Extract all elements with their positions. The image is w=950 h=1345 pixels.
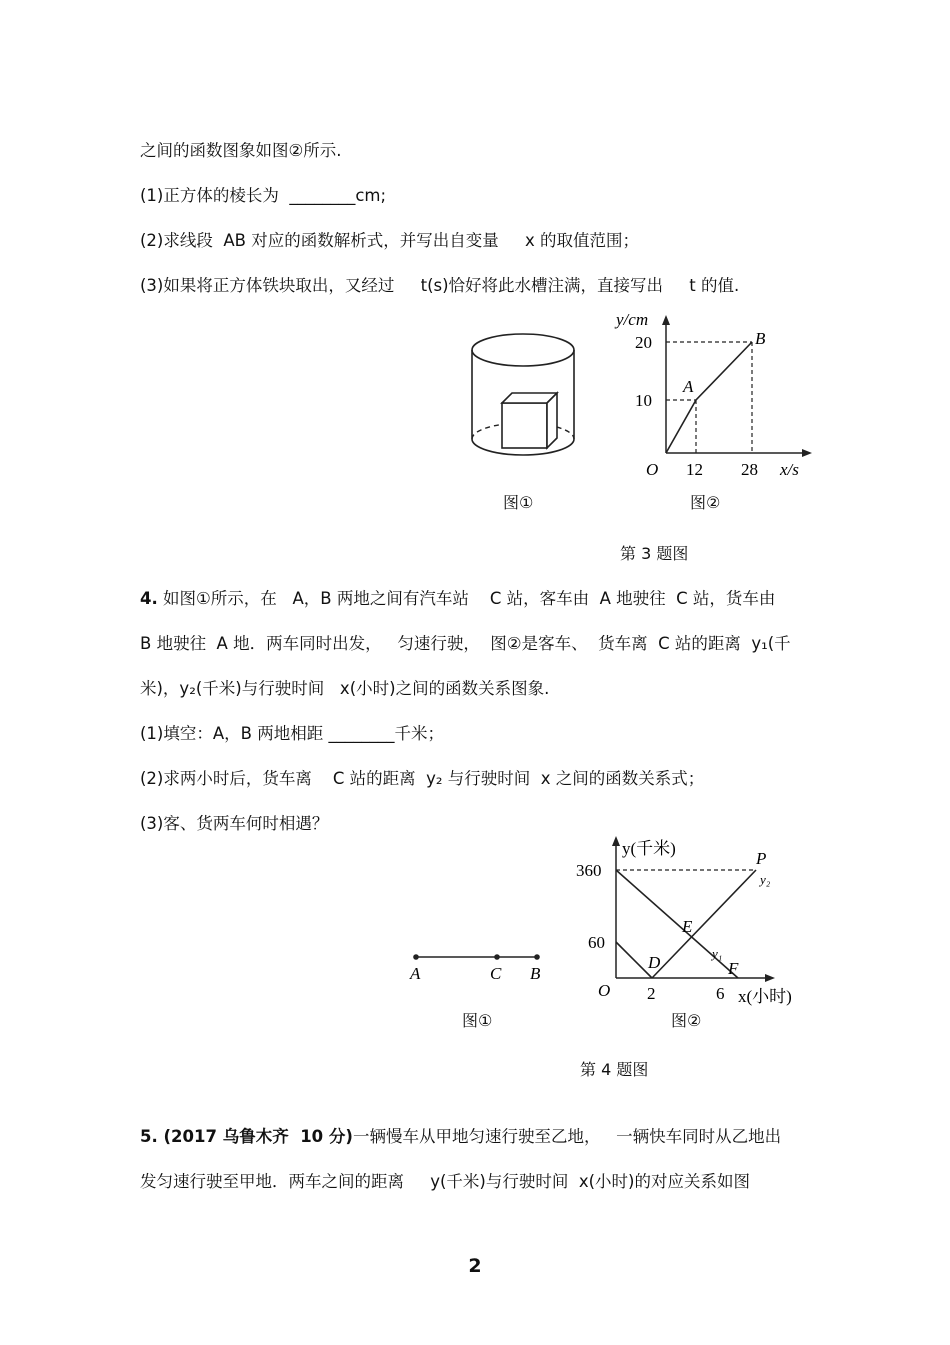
q4-x-axis-label: x(小时) bbox=[738, 987, 792, 1006]
q4-line1-text: 如图①所示，在 A，B 两地之间有汽车站 C 站，客车由 A 地驶往 C 站，货车由 bbox=[157, 589, 776, 608]
q4-x-tick-2: 2 bbox=[647, 984, 656, 1003]
q3-y-tick-20: 20 bbox=[635, 333, 652, 352]
q3-x-axis-label: x/s bbox=[780, 460, 799, 479]
q4-part1: (1)填空：A，B 两地相距 ________千米； bbox=[140, 724, 444, 743]
q4-x-tick-6: 6 bbox=[716, 984, 725, 1003]
q3-figure2-graph bbox=[600, 305, 820, 490]
q4-number: 4. bbox=[140, 589, 158, 608]
q4-line2: B 地驶往 A 地．两车同时出发， 匀速行驶， 图②是客车、 货车离 C 站的距离 y₁(千 bbox=[140, 634, 791, 653]
q4-figure2-graph bbox=[570, 830, 820, 1010]
q4-point-p: P bbox=[756, 849, 767, 868]
q3-y-axis-label: y/cm bbox=[616, 310, 649, 329]
q3-x-tick-12: 12 bbox=[686, 460, 703, 479]
q3-x-tick-28: 28 bbox=[741, 460, 758, 479]
q4-line1 bbox=[140, 588, 775, 610]
q4-figure1-segment bbox=[405, 940, 555, 990]
q4-label-b: B bbox=[530, 964, 541, 983]
q3-point-a: A bbox=[683, 377, 694, 396]
q4-figure-caption: 第 4 题图 bbox=[580, 1060, 649, 1079]
q4-line3: 米)，y₂(千米)与行驶时间 x(小时)之间的函数关系图象. bbox=[140, 679, 550, 698]
q4-point-f: F bbox=[728, 959, 739, 978]
q4-label-c: C bbox=[490, 964, 502, 983]
q3-y-tick-10: 10 bbox=[635, 391, 652, 410]
q4-y-tick-360: 360 bbox=[576, 861, 602, 880]
q3-point-b: B bbox=[755, 329, 766, 348]
q3-part3: (3)如果将正方体铁块取出，又经过 t(s)恰好将此水槽注满，直接写出 t 的值. bbox=[140, 276, 740, 295]
q4-y-axis-label: y(千米) bbox=[622, 839, 676, 858]
q3-part2: (2)求线段 AB 对应的函数解析式，并写出自变量 x 的取值范围； bbox=[140, 231, 639, 250]
q4-y-tick-60: 60 bbox=[588, 933, 605, 952]
q4-label-a: A bbox=[410, 964, 421, 983]
q4-fig2-caption: 图② bbox=[671, 1011, 702, 1030]
q4-fig1-caption: 图① bbox=[462, 1011, 493, 1030]
q4-origin: O bbox=[598, 981, 611, 1000]
q4-label-y1: y₁ bbox=[712, 946, 723, 961]
q5-header: 5. (2017 乌鲁木齐 10 分) bbox=[140, 1127, 353, 1146]
q3-figure1-cylinder bbox=[465, 325, 585, 475]
q3-intro-tail: 之间的函数图象如图②所示. bbox=[140, 141, 342, 160]
q4-point-e: E bbox=[682, 917, 693, 936]
page-number: 2 bbox=[468, 1255, 482, 1277]
q5-line1-text: 一辆慢车从甲地匀速行驶至乙地， 一辆快车同时从乙地出 bbox=[352, 1127, 782, 1146]
q4-label-y2: y₂ bbox=[760, 872, 771, 887]
q4-part2: (2)求两小时后，货车离 C 站的距离 y₂ 与行驶时间 x 之间的函数关系式； bbox=[140, 769, 705, 788]
q3-fig1-caption: 图① bbox=[503, 493, 534, 512]
q5-line1 bbox=[140, 1126, 781, 1148]
q5-line2: 发匀速行驶至甲地．两车之间的距离 y(千米)与行驶时间 x(小时)的对应关系如图 bbox=[140, 1172, 750, 1191]
q4-point-d: D bbox=[648, 953, 661, 972]
q3-fig2-caption: 图② bbox=[690, 493, 721, 512]
q3-part1: (1)正方体的棱长为 ________cm; bbox=[140, 186, 387, 205]
q3-figure-caption: 第 3 题图 bbox=[620, 544, 689, 563]
q3-origin: O bbox=[646, 460, 659, 479]
q4-part3: (3)客、货两车何时相遇？ bbox=[140, 814, 329, 833]
